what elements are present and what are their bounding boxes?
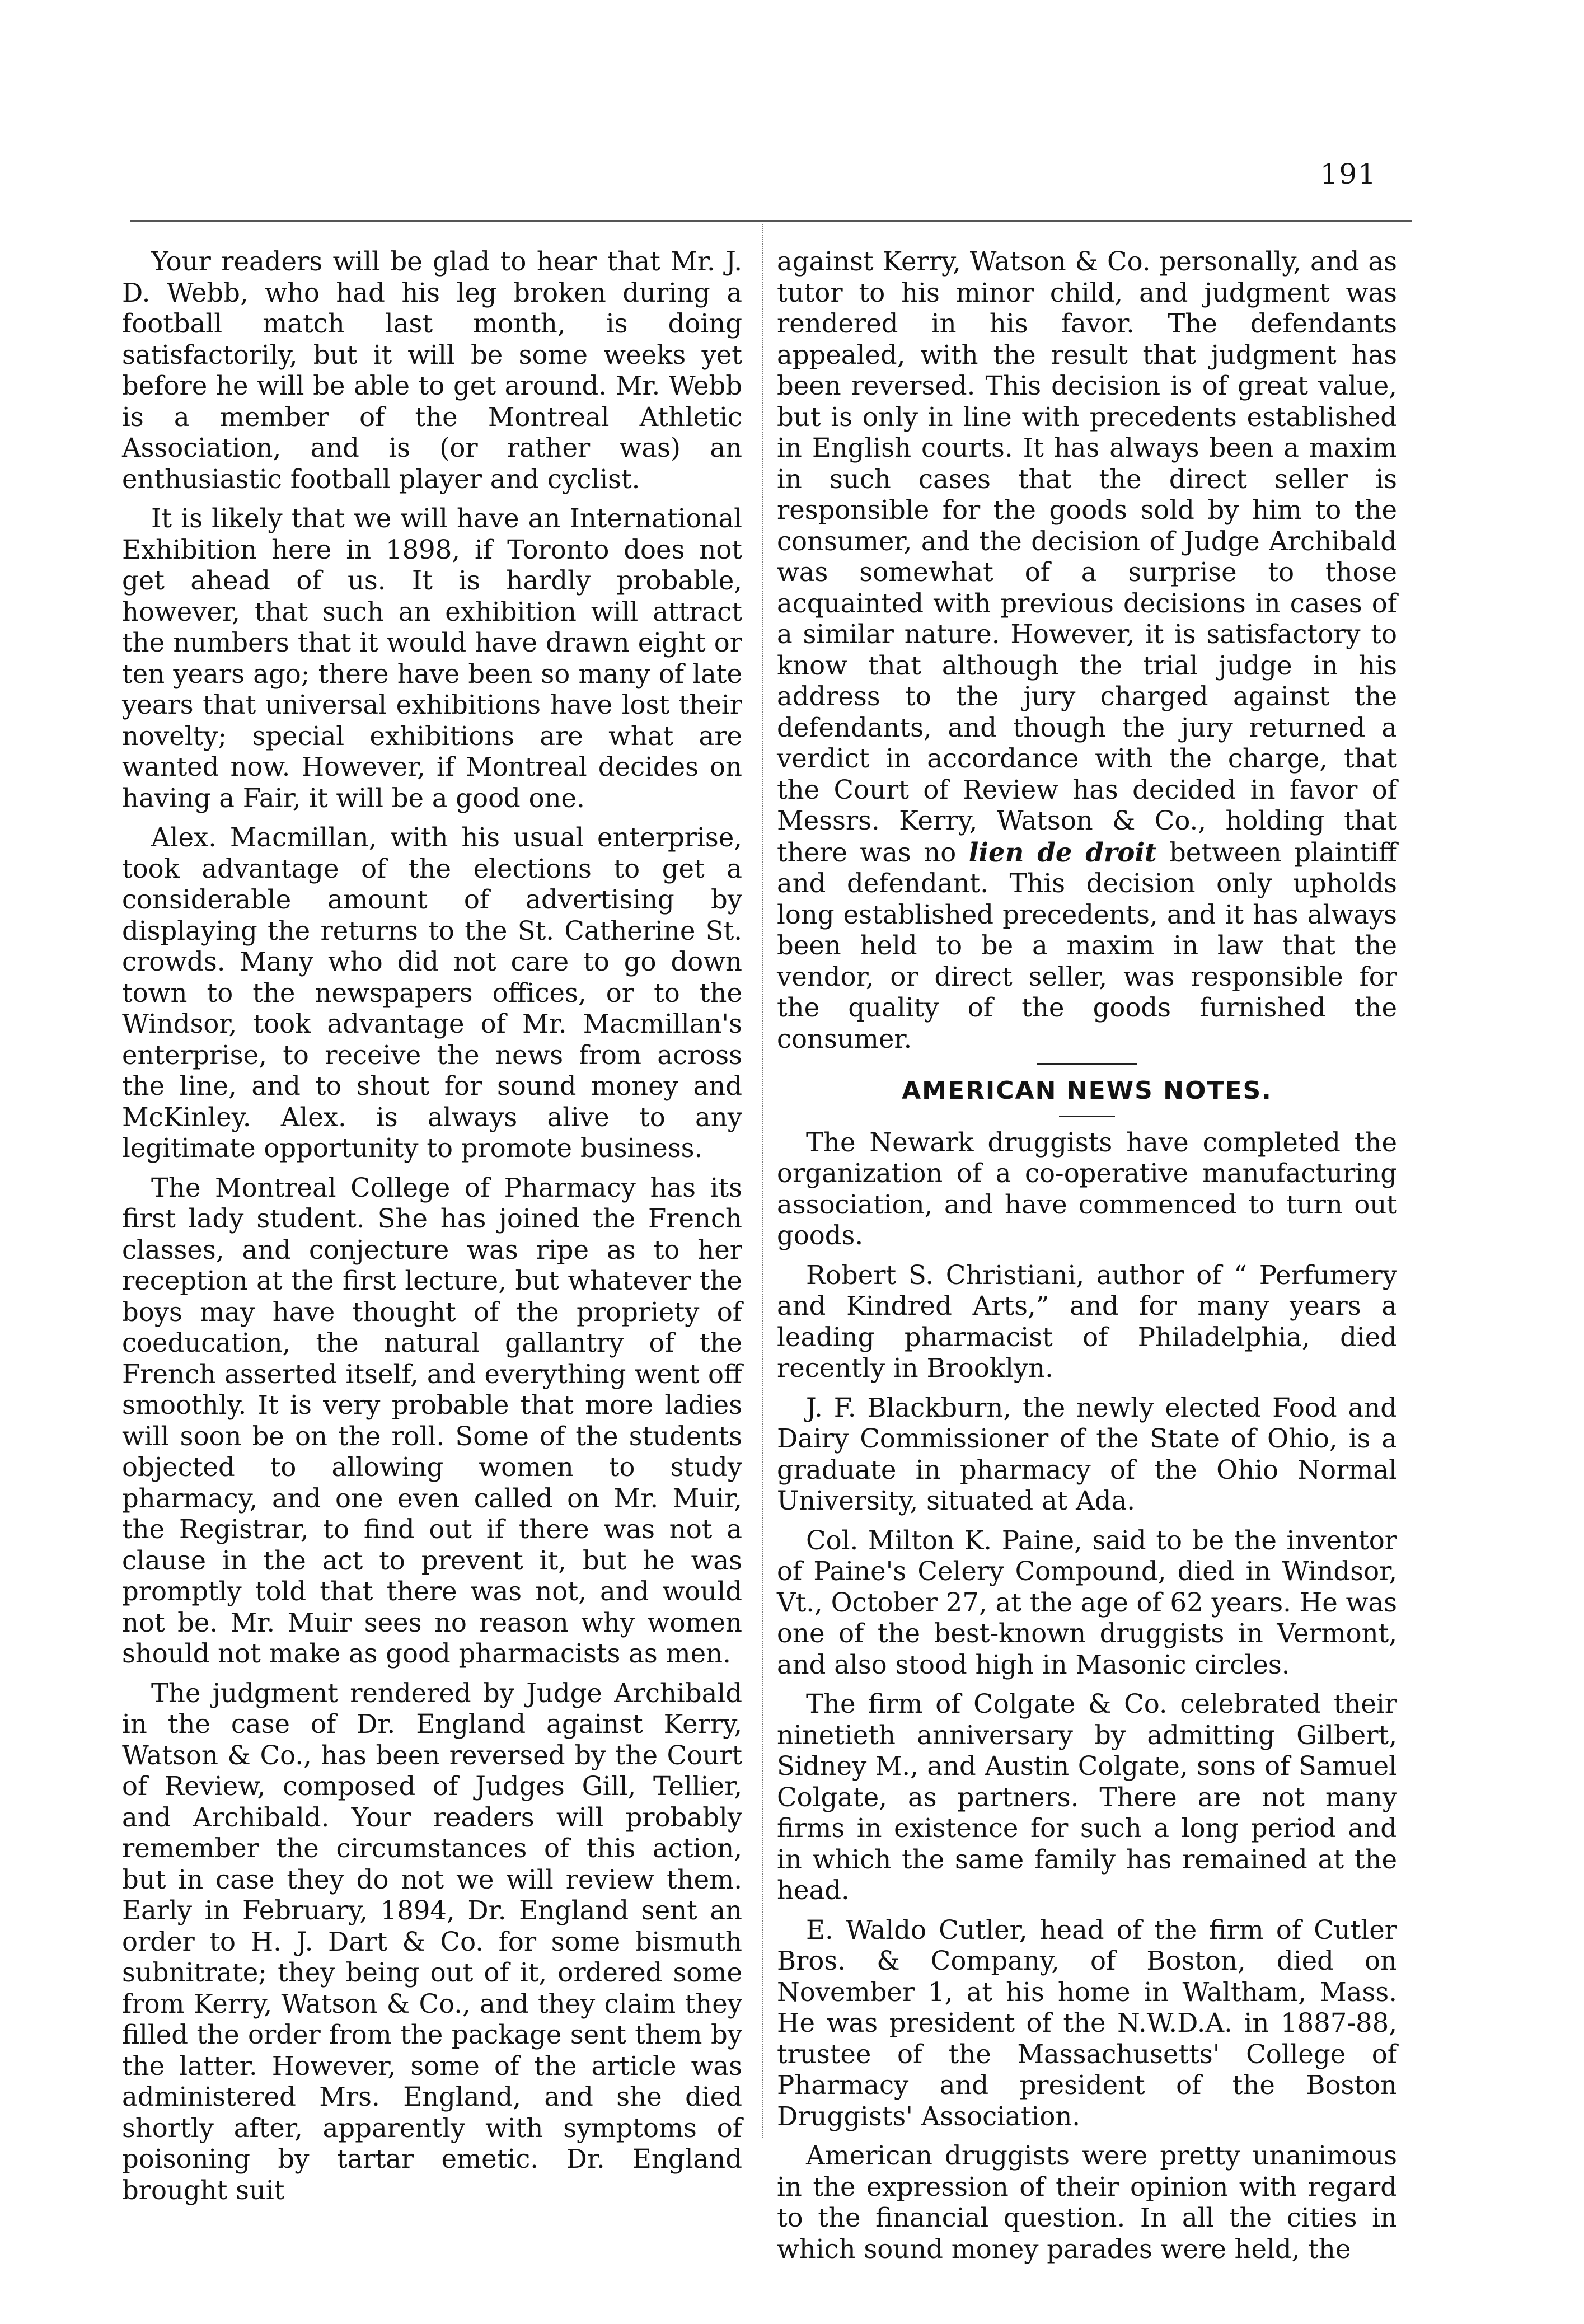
news-note-blackburn: J. F. Blackburn, the newly elected Food and Dairy Commissioner of the State of Ohio, is a graduate in pharmacy of the Ohio Normal University, situated at Ada. xyxy=(777,1392,1397,1516)
news-note-cutler: E. Waldo Cutler, head of the firm of Cutler Bros. & Company, of Boston, died on November 1, at his home in Waltham, Mass. He was president of the N.W.D.A. in 1887-88, trustee of the Massachusetts' College of Pharmacy and president of the Boston Druggists' Association. xyxy=(777,1914,1397,2131)
news-note-newark: The Newark druggists have completed the organization of a co-operative manufacturing association, and have commenced to turn out goods. xyxy=(777,1127,1397,1250)
news-note-colgate: The firm of Colgate & Co. celebrated their ninetieth anniversary by admitting Gilbert, Sidney M., and Austin Colgate, sons of Samuel Colgate, as partners. There are not many firms in existence for such a long period and in which the same family has remained at the head. xyxy=(777,1689,1397,1905)
page-number: 191 xyxy=(1320,158,1377,190)
section-rule-top xyxy=(1037,1063,1137,1065)
news-note-paine: Col. Milton K. Paine, said to be the inventor of Paine's Celery Compound, died in Windsor, Vt., October 27, at the age of 62 years. He was one of the best-known druggists in Vermont, and also stood high in Masonic circles. xyxy=(777,1525,1397,1680)
news-note-christiani: Robert S. Christiani, author of “ Perfumery and Kindred Arts,” and for many years a leading pharmacist of Philadelphia, died recently in Brooklyn. xyxy=(777,1259,1397,1383)
column-divider xyxy=(762,224,763,2138)
header-rule xyxy=(130,220,1412,222)
lien-de-droit-emphasis: lien de droit xyxy=(968,836,1157,868)
paragraph-macmillan: Alex. Macmillan, with his usual enterprise, took advantage of the elections to get a considerable amount of advertising by displaying the returns to the St. Catherine St. crowds. Many who did not care to go down town to the newspapers offices, or to the Windsor, took advantage of Mr. Macmillan's enterprise, to receive the news from across the line, and to shout for sound money and McKinley. Alex. is always alive to any legitimate opportunity to promote business. xyxy=(122,822,742,1163)
paragraph-judgment-continued xyxy=(777,246,1397,1055)
news-note-financial: American druggists were pretty unanimous in the expression of their opinion with regard to the financial question. In all the cities in which sound money parades were held, the xyxy=(777,2140,1397,2264)
judgment-text-before: against Kerry, Watson & Co. personally, and as tutor to his minor child, and judgment was rendered in his favor. The defendants appealed, with the result that judgment has been reversed. This decision is of great value, but is only in line with precedents established in English courts. It has always been a maxim in such cases that the direct seller is responsible for the goods sold by him to the consumer, and the decision of Judge Archibald was somewhat of a surprise to those acquainted with previous decisions in cases of a similar nature. However, it is satisfactory to know that although the trial judge in his address to the jury charged against the defendants, and though the jury returned a verdict in accordance with the charge, that the Court of Review has decided in favor of Messrs. Kerry, Watson & Co., holding that there was no xyxy=(777,246,1397,868)
paragraph-lady-student: The Montreal College of Pharmacy has its first lady student. She has joined the French classes, and conjecture was ripe as to her reception at the first lecture, but whatever the boys may have thought of the propriety of coeducation, the natural gallantry of the French asserted itself, and everything went off smoothly. It is very probable that more ladies will soon be on the roll. Some of the students objected to allowing women to study pharmacy, and one even called on Mr. Muir, the Registrar, to find out if there was not a clause in the act to prevent it, but he was promptly told that there was not, and would not be. Mr. Muir sees no reason why women should not make as good pharmacists as men. xyxy=(122,1172,742,1669)
left-column xyxy=(122,246,742,2214)
section-rule-bottom xyxy=(1059,1116,1115,1117)
paragraph-exhibition: It is likely that we will have an International Exhibition here in 1898, if Toronto does not get ahead of us. It is hardly probable, however, that such an exhibition will attract the numbers that it would have drawn eight or ten years ago; there have been so many of late years that universal exhibitions have lost their novelty; special exhibitions are what are wanted now. However, if Montreal decides on having a Fair, it will be a good one. xyxy=(122,503,742,813)
right-column xyxy=(777,246,1397,2273)
paragraph-judgment: The judgment rendered by Judge Archibald in the case of Dr. England against Kerry, Watson & Co., has been reversed by the Court of Review, composed of Judges Gill, Tellier, and Archibald. Your readers will probably remember the circumstances of this action, but in case they do not we will review them. Early in February, 1894, Dr. England sent an order to H. J. Dart & Co. for some bismuth subnitrate; they being out of it, ordered some from Kerry, Watson & Co., and they claim they filled the order from the package sent them by the latter. However, some of the article was administered Mrs. England, and she died shortly after, apparently with symptoms of poisoning by tartar emetic. Dr. England brought suit xyxy=(122,1678,742,2205)
paragraph-webb: Your readers will be glad to hear that Mr. J. D. Webb, who had his leg broken during a football match last month, is doing satisfactorily, but it will be some weeks yet before he will be able to get around. Mr. Webb is a member of the Montreal Athletic Association, and is (or rather was) an enthusiastic football player and cyclist. xyxy=(122,246,742,494)
section-heading-american-news: AMERICAN NEWS NOTES. xyxy=(902,1076,1272,1105)
judgment-text-after: between plaintiff and defendant. This decision only upholds long established precedents, and it has always been held to be a maxim in law that the vendor, or direct seller, was responsible for the quality of the goods furnished the consumer. xyxy=(777,837,1398,1054)
